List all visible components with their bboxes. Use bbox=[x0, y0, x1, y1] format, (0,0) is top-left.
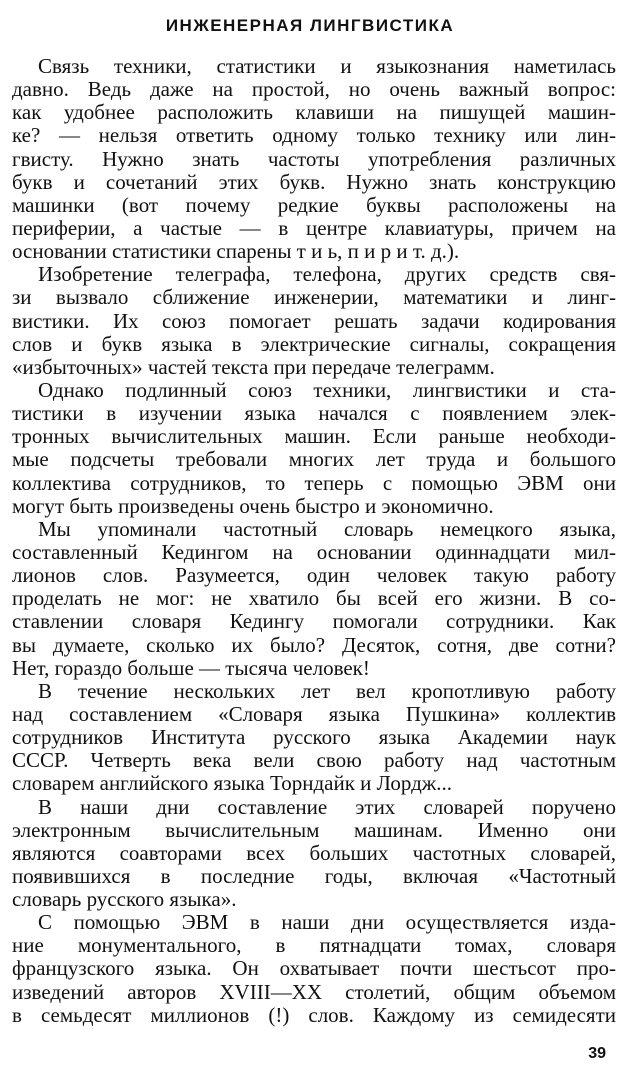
text-line: электронным вычислительным машинам. Именно они bbox=[12, 817, 616, 842]
text-line: изведений авторов XVIII—XX столетий, общим объемом bbox=[12, 979, 616, 1004]
text-line: букв и сочетаний этих букв. Нужно знать конструкцию bbox=[12, 169, 616, 194]
page-number: 39 bbox=[588, 1045, 606, 1062]
text-line: Мы упоминали частотный словарь немецкого языка, bbox=[38, 516, 616, 541]
text-line: «избыточных» частей текста при передаче телеграмм. bbox=[12, 354, 495, 379]
text-line: лионов слов. Разумеется, один человек такую работу bbox=[12, 563, 616, 588]
text-line: составленный Кедингом на основании одиннадцати мил- bbox=[12, 539, 616, 564]
text-line: вы думаете, сколько их было? Десяток, сотня, две сотни? bbox=[12, 632, 616, 657]
text-line: тронных вычислительных машин. Если раньше необходи- bbox=[12, 424, 616, 449]
text-line: являются соавторами всех больших частотных словарей, bbox=[12, 840, 616, 865]
text-line: коллектива сотрудников, то теперь с помощью ЭВМ они bbox=[12, 470, 616, 495]
text-line: мые подсчеты требовали многих лет труда и большого bbox=[12, 447, 616, 472]
text-line: давно. Ведь даже на простой, но очень важный вопрос: bbox=[12, 77, 616, 102]
text-line: В течение нескольких лет вел кропотливую работу bbox=[38, 678, 616, 703]
text-line: Нет, гораздо больше — тысяча человек! bbox=[12, 655, 370, 680]
text-line: Связь техники, статистики и языкознания наметилась bbox=[38, 54, 616, 78]
text-line: в семьдесят миллионов (!) слов. Каждому из семидесяти bbox=[12, 1002, 616, 1027]
text-line: сотрудников Института русского языка Академии наук bbox=[12, 725, 616, 750]
text-line: словарем английского языка Торндайк и Лордж... bbox=[12, 771, 453, 796]
text-line: С помощью ЭВМ в наши дни осуществляется изда- bbox=[38, 910, 616, 935]
text-line: основании статистики спарены т и ь, п и р и т. д.). bbox=[12, 239, 460, 264]
text-line: вистики. Их союз помогает решать задачи кодирования bbox=[12, 308, 616, 333]
text-line: слов и букв языка в электрические сигналы, сокращения bbox=[12, 331, 616, 356]
text-line: ставлении словаря Кедингу помогали сотрудники. Как bbox=[12, 609, 616, 634]
text-line: ке? — нельзя ответить одному только технику или лин- bbox=[12, 123, 616, 148]
text-line: В наши дни составление этих словарей поручено bbox=[38, 794, 616, 819]
text-line: появившихся в последние годы, включая «Частотный bbox=[12, 863, 616, 888]
text-line: СССР. Четверть века вели свою работу над частотным bbox=[12, 748, 616, 773]
text-line: Изобретение телеграфа, телефона, других средств свя- bbox=[38, 262, 616, 287]
text-line: периферии, а частые — в центре клавиатуры, причем на bbox=[12, 215, 616, 240]
text-line: проделать не мог: не хватило бы всей его жизни. В со- bbox=[12, 586, 616, 611]
text-line: тистики в изучении языка начался с появлением элек- bbox=[12, 401, 616, 426]
text-line: могут быть произведены очень быстро и экономично. bbox=[12, 493, 494, 518]
running-head: ИНЖЕНЕРНАЯ ЛИНГВИСТИКА bbox=[165, 16, 455, 35]
text-line: Однако подлинный союз техники, лингвистики и ста- bbox=[38, 377, 616, 402]
text-line: французского языка. Он охватывает почти шестьсот про- bbox=[12, 956, 616, 981]
text-line: как удобнее расположить клавиши на пишущей машин- bbox=[12, 100, 616, 125]
text-line: зи вызвало сближение инженерии, математики и линг- bbox=[12, 285, 616, 310]
text-line: гвисту. Нужно знать частоты употребления различных bbox=[12, 146, 616, 171]
text-line: словарь русского языка». bbox=[12, 887, 237, 912]
text-line: над составлением «Словаря языка Пушкина» коллектив bbox=[12, 701, 616, 726]
text-line: ние монументального, в пятнадцати томах, словаря bbox=[12, 933, 616, 958]
text-line: машинки (вот почему редкие буквы расположены на bbox=[12, 192, 616, 217]
body-text bbox=[12, 55, 616, 1027]
